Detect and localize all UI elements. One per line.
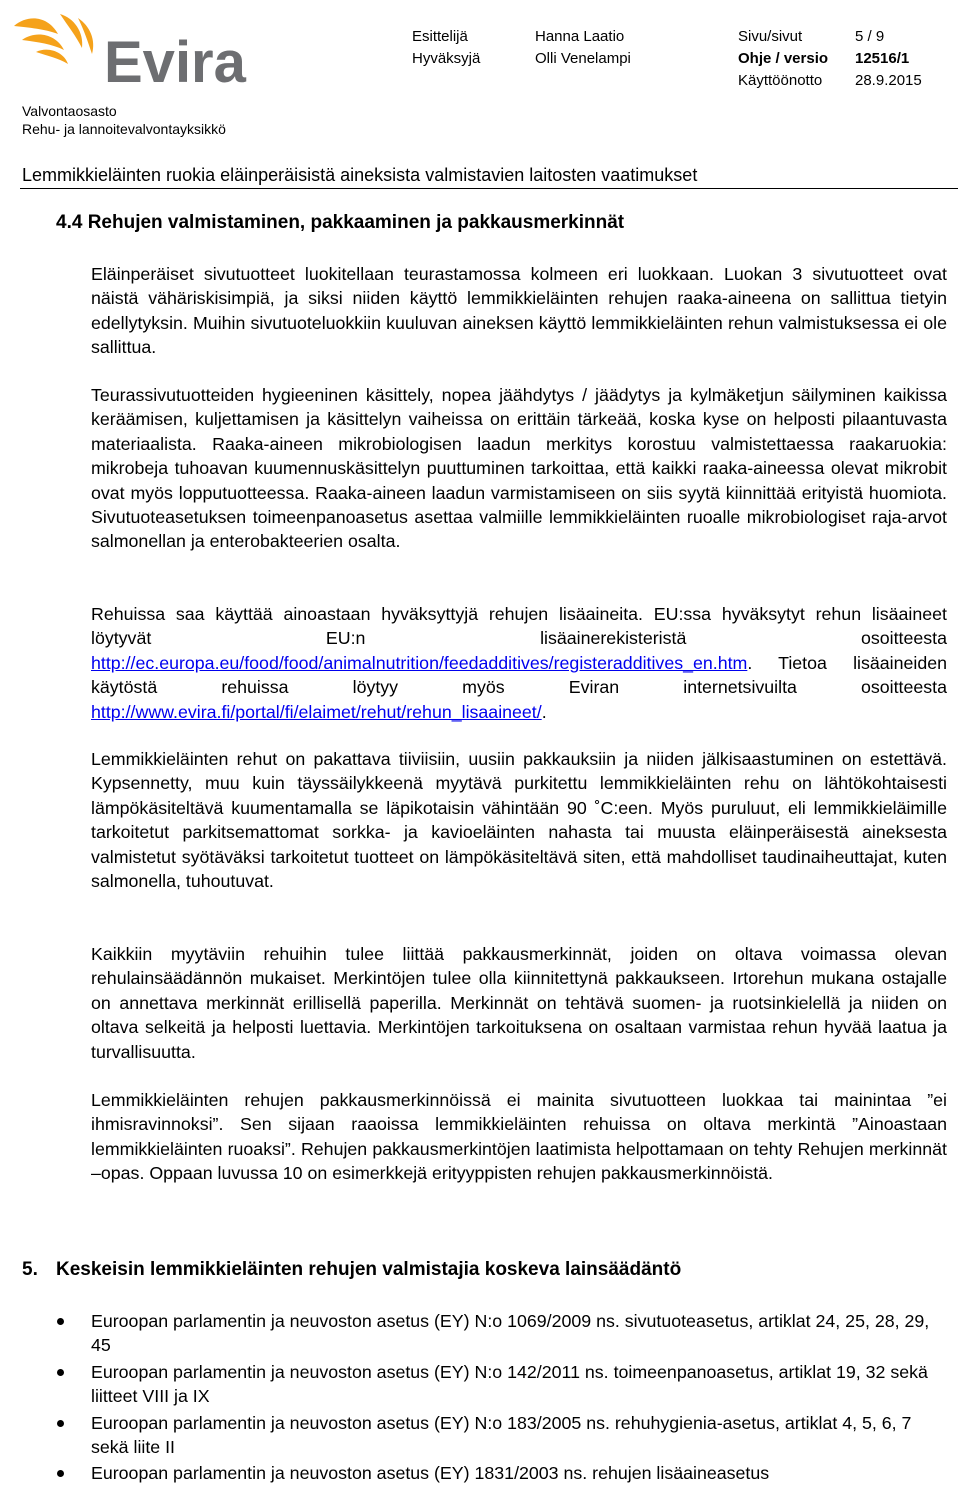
additives-text-b: . Tietoa lisäaineiden käytöstä rehuissa löytyy myös Eviran internetsivuilta osoitteesta [91, 652, 947, 698]
paragraph-packaging: Lemmikkieläinten rehut on pakattava tiiviisiin, uusiin pakkauksiin ja niiden jälkisaastuminen on estettävä. Kypsennetty, muu kuin täyssäilykkeenä myytävä purkitettu lemmikkieläinten rehu on lähtökohtaisesti lämpökäsiteltävä kuumentamalla se läpikotaisin vähintään 90 ˚C:een. Myös puruluut, eli lemmikkieläimille tarkoitetut parkitsemattomat sorkka- ja kavioeläinten nahasta tai muusta eläinperäisestä aineksesta valmistetut syötäväksi tarkoitetut tuotteet on lämpökäsiteltävä siten, että mahdolliset taudinaiheuttajat, kuten salmonella, tuhoutuvat. [91, 749, 947, 892]
meta-label: Esittelijä [412, 28, 468, 45]
meta-value: 5 / 9 [855, 28, 885, 45]
list-item [91, 1461, 931, 1485]
meta-label: Ohje / versio [738, 50, 829, 67]
document-title: Lemmikkieläinten ruokia eläinperäisistä aineksista valmistavien laitosten vaatimukset [22, 165, 698, 185]
department-name: Valvontaosasto [22, 103, 117, 119]
list-item [91, 1309, 931, 1358]
meta-label: Hyväksyjä [412, 50, 481, 67]
logo-wordmark: Evira [104, 30, 246, 88]
section-title: Keskeisin lemmikkieläinten rehujen valmistajia koskeva lainsäädäntö [56, 1259, 682, 1280]
paragraph-labelling: Kaikkiin myytäviin rehuihin tulee liittää pakkausmerkinnät, joiden on oltava voimassa olevan rehulainsäädännön mukaiset. Merkintöjen tulee olla kiinnitettynä pakkaukseen. Irtorehun mukana ostajalle on annettava merkinnät erillisellä paperilla. Merkinnät on tehtävä suomen- ja ruotsinkielellä ja niiden on oltava selkeitä ja helposti luettavia. Merkintöjen tarkoituksena on osaltaan varmistaa rehun hyvää laatua ja turvallisuutta. [91, 944, 947, 1062]
header-divider [20, 188, 958, 189]
paragraph-additives [91, 602, 947, 724]
paragraph-hygiene: Teurassivutuotteiden hygieeninen käsittely, nopea jäähdytys / jäädytys ja kylmäketjun säilyminen kaikissa keräämisen, kuljettamisen ja käsittelyn vaiheissa on erittäin tärkeää, koska kyse on helposti pilaantuvasta materiaalista. Raaka-aineen mikrobiologisen laadun merkitys korostuu valmistettaessa raakaruokia: mikrobeja tuhoavan kuumennuskäsittelyn puuttuminen tarkoittaa, että kaikki raaka-aineessa olevat mikrobit ovat myös lopputuotteessa. Raaka-aineen laadun varmistamiseen on siis syytä kiinnittää erityistä huomiota. Sivutuoteasetuksen toimeenpanoasetus asettaa valmiille lemmikkieläinten ruoalle mikrobiologiset raja-arvot salmonellan ja enterobakteerien osalta. [91, 385, 947, 552]
additives-text-c: . [541, 701, 547, 722]
department-block [22, 102, 226, 138]
list-item [91, 1411, 931, 1460]
list-item-text: Euroopan parlamentin ja neuvoston asetus (EY) N:o 142/2011 ns. toimeenpanoasetus, artiklat 19, 32 sekä liitteet VIII ja IX [91, 1361, 928, 1407]
meta-value: 28.9.2015 [855, 72, 922, 89]
bullet-icon [57, 1420, 64, 1427]
paragraph-label-content: Lemmikkieläinten rehujen pakkausmerkinnöissä ei mainita sivutuotteen luokkaa tai mainintaa ”ei ihmisravinnoksi”. Sen sijaan raaoissa lemmikkieläinten rehuissa on oltava merkintä ”Ainoastaan lemmikkieläinten ruoaksi”. Rehujen pakkausmerkintöjen laatimista helpottamaan on tehty Rehujen merkinnät –opas. Oppaan luvussa 10 on esimerkkejä erityyppisten rehujen pakkausmerkinnöistä. [91, 1090, 947, 1184]
list-item-text: Euroopan parlamentin ja neuvoston asetus (EY) N:o 183/2005 ns. rehuhygienia-asetus, artiklat 4, 5, 6, 7 sekä liite II [91, 1412, 912, 1458]
bullet-icon [57, 1470, 64, 1477]
list-item-text: Euroopan parlamentin ja neuvoston asetus (EY) N:o 1069/2009 ns. sivutuoteasetus, artiklat 24, 25, 28, 29, 45 [91, 1311, 930, 1356]
unit-name: Rehu- ja lannoitevalvontayksikkö [22, 121, 226, 137]
meta-value: Hanna Laatio [535, 28, 625, 45]
evira-logo [8, 8, 268, 88]
section-number: 5. [22, 1259, 38, 1280]
meta-label: Käyttöönotto [738, 72, 823, 89]
section-heading-4-4: 4.4 Rehujen valmistaminen, pakkaaminen ja pakkausmerkinnät [56, 212, 625, 233]
evira-additives-link[interactable]: http://www.evira.fi/portal/fi/elaimet/rehut/rehun_lisaaineet/ [91, 701, 542, 722]
bullet-icon [57, 1369, 64, 1376]
eu-register-link[interactable]: http://ec.europa.eu/food/food/animalnutrition/feedadditives/registeradditives_en.htm [91, 652, 748, 673]
bullet-icon [57, 1318, 64, 1325]
meta-label: Sivu/sivut [738, 28, 803, 45]
legislation-list [91, 1309, 931, 1488]
meta-value: Olli Venelampi [535, 50, 631, 67]
paragraph-byproduct-classes: Eläinperäiset sivutuotteet luokitellaan teurastamossa kolmeen eri luokkaan. Luokan 3 sivutuotteet ovat näistä vähäriskisimpiä, ja siksi niiden käyttö lemmikkieläinten rehujen raaka-aineena on sallittua tietyin edellytyksin. Muihin sivutuoteluokkiin kuuluvan aineksen käyttö lemmikkieläinten rehun valmistuksessa ei ole sallittua. [91, 264, 947, 358]
additives-text-a: Rehuissa saa käyttää ainoastaan hyväksyttyjä rehujen lisäaineita. EU:ssa hyväksytyt rehun lisäaineet löytyvät EU:n lisäainerekisteristä osoitteesta [91, 604, 947, 649]
list-item-text: Euroopan parlamentin ja neuvoston asetus (EY) 1831/2003 ns. rehujen lisäaineasetus [91, 1463, 770, 1484]
list-item [91, 1360, 931, 1409]
meta-value: 12516/1 [855, 50, 910, 67]
section-heading-5 [22, 1259, 681, 1281]
